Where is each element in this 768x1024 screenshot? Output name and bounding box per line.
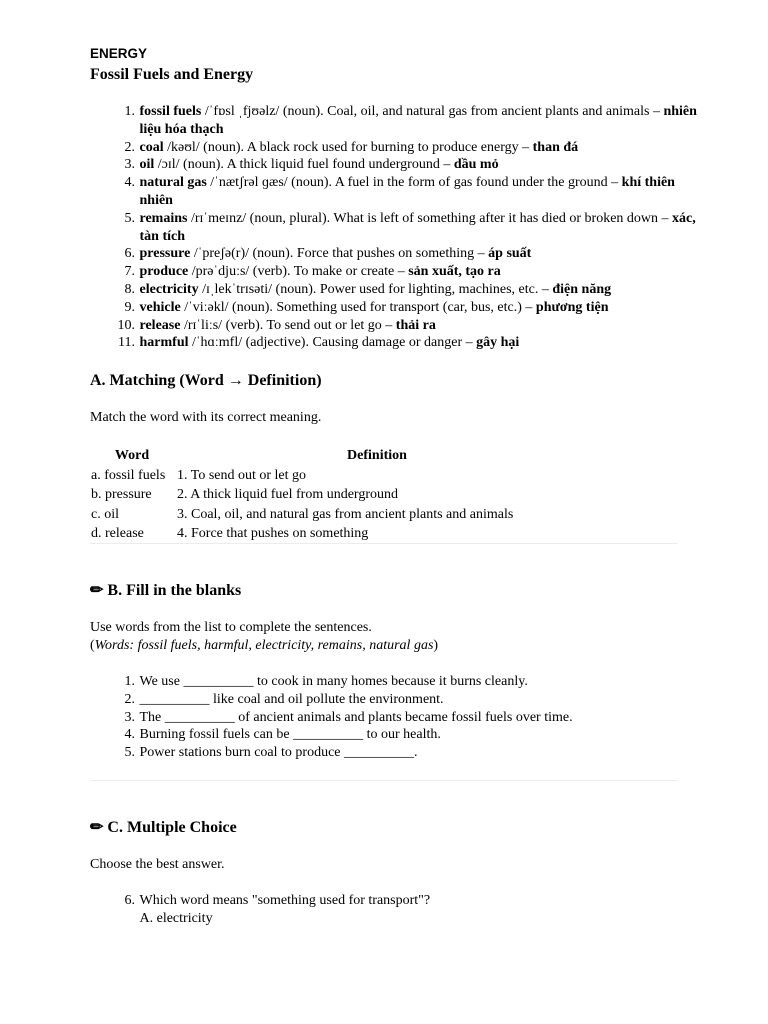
vocab-word: harmful bbox=[139, 335, 189, 351]
vocab-definition: /prəˈdjuːs/ (verb). To make or create – bbox=[191, 264, 409, 280]
vocab-word: release bbox=[139, 317, 181, 333]
table-row bbox=[89, 485, 579, 505]
section-b-title: ✏ B. Fill in the blanks bbox=[90, 582, 242, 599]
item-number: 5. bbox=[124, 745, 135, 761]
column-header-word: Word bbox=[114, 448, 150, 463]
document-title: Fossil Fuels and Energy bbox=[90, 66, 254, 83]
vocab-definition: /ˈviːəkl/ (noun). Something used for transport (car, bus, etc.) – bbox=[184, 299, 536, 315]
word-cell: b. pressure bbox=[91, 487, 152, 502]
section-c-instruction: Choose the best answer. bbox=[90, 857, 225, 872]
item-number: 5. bbox=[124, 210, 135, 226]
vocab-translation: áp suất bbox=[488, 246, 532, 262]
vocab-word: pressure bbox=[139, 246, 191, 262]
word-bank bbox=[90, 637, 438, 655]
item-number: 1. bbox=[124, 104, 135, 119]
item-number: 6. bbox=[124, 893, 135, 908]
item-number: 1. bbox=[124, 674, 135, 689]
vocab-translation: nhiên liệu hóa thạch bbox=[139, 104, 697, 137]
vocab-word: electricity bbox=[139, 281, 199, 297]
section-a-instruction: Match the word with its correct meaning. bbox=[90, 410, 322, 425]
column-header-definition: Definition bbox=[347, 448, 407, 463]
vocab-word: fossil fuels bbox=[139, 104, 202, 119]
list-item bbox=[90, 744, 700, 762]
sentence-text: Burning fossil fuels can be __________ to our health. bbox=[139, 727, 441, 743]
item-number: 3. bbox=[124, 157, 135, 173]
vocab-translation: khí thiên nhiên bbox=[139, 175, 675, 208]
vocab-translation: dầu mỏ bbox=[453, 157, 499, 173]
vocab-translation: điện năng bbox=[552, 281, 612, 297]
table-row bbox=[89, 505, 579, 525]
section-c-title: ✏ C. Multiple Choice bbox=[90, 819, 237, 836]
section-a-title: A. Matching (Word → Definition) bbox=[90, 372, 322, 389]
vocabulary-list bbox=[90, 103, 700, 352]
vocab-item bbox=[90, 156, 700, 174]
word-cell: d. release bbox=[91, 526, 144, 541]
document-header bbox=[90, 44, 253, 86]
vocab-item bbox=[90, 317, 700, 335]
item-number: 7. bbox=[124, 264, 135, 280]
vocab-definition: /kəʊl/ (noun). A black rock used for burning to produce energy – bbox=[167, 139, 533, 155]
word-bank-close: ) bbox=[433, 638, 439, 653]
section-b-instruction: Use words from the list to complete the sentences. bbox=[90, 620, 372, 635]
vocab-item bbox=[90, 334, 700, 352]
vocab-word: produce bbox=[139, 264, 189, 280]
vocab-definition: /ˈhɑːmfl/ (adjective). Causing damage or danger – bbox=[192, 335, 477, 351]
vocab-translation: sản xuất, tạo ra bbox=[408, 264, 501, 280]
vocab-word: natural gas bbox=[139, 175, 207, 191]
table-row bbox=[89, 524, 579, 544]
divider bbox=[90, 543, 678, 544]
vocab-definition: /ˈnætʃrəl ɡæs/ (noun). A fuel in the form of gas found under the ground – bbox=[210, 175, 622, 191]
vocab-definition: /rɪˈliːs/ (verb). To send out or let go – bbox=[183, 317, 396, 333]
vocab-word: remains bbox=[139, 210, 188, 226]
vocab-definition: /ˈpreʃə(r)/ (noun). Force that pushes on something – bbox=[193, 246, 489, 262]
vocab-translation: thải ra bbox=[395, 317, 436, 333]
vocab-translation: xác, tàn tích bbox=[139, 210, 696, 244]
item-number: 9. bbox=[124, 299, 135, 315]
word-bank-open: ( bbox=[90, 638, 95, 653]
definition-cell: 2. A thick liquid fuel from underground bbox=[177, 487, 398, 502]
item-number: 10. bbox=[117, 317, 135, 333]
list-item bbox=[90, 726, 700, 744]
sentence-text: __________ like coal and oil pollute the environment. bbox=[139, 691, 444, 707]
vocab-item bbox=[90, 103, 700, 139]
vocab-word: coal bbox=[139, 139, 164, 155]
divider bbox=[90, 780, 678, 781]
vocab-item bbox=[90, 281, 700, 299]
vocab-translation: than đá bbox=[532, 139, 579, 155]
vocab-definition: /ˈfɒsl ˌfjʊəlz/ (noun). Coal, oil, and natural gas from ancient plants and animals – bbox=[204, 104, 664, 119]
word-bank-list: Words: fossil fuels, harmful, electricity, remains, natural gas bbox=[94, 638, 434, 653]
question-text: Which word means "something used for transport"? bbox=[139, 893, 431, 908]
list-item bbox=[90, 673, 700, 691]
sentence-text: The __________ of ancient animals and plants became fossil fuels over time. bbox=[139, 709, 573, 725]
list-item bbox=[90, 892, 700, 928]
definition-cell: 1. To send out or let go bbox=[177, 467, 307, 483]
list-item bbox=[90, 691, 700, 709]
vocab-item bbox=[90, 174, 700, 210]
vocab-item bbox=[90, 210, 700, 246]
definition-cell: 4. Force that pushes on something bbox=[177, 526, 369, 541]
vocab-word: vehicle bbox=[139, 299, 181, 315]
word-cell: a. fossil fuels bbox=[91, 467, 166, 483]
item-number: 2. bbox=[124, 139, 135, 155]
vocab-item bbox=[90, 245, 700, 263]
topic-tag: ENERGY bbox=[90, 46, 148, 61]
item-number: 6. bbox=[124, 246, 135, 262]
table-row bbox=[89, 466, 579, 486]
vocab-item bbox=[90, 299, 700, 317]
vocab-item bbox=[90, 263, 700, 281]
vocab-definition: /ɔɪl/ (noun). A thick liquid fuel found underground – bbox=[157, 157, 454, 173]
multiple-choice-list bbox=[90, 892, 700, 928]
item-number: 11. bbox=[118, 335, 135, 351]
item-number: 4. bbox=[124, 175, 135, 191]
item-number: 2. bbox=[124, 691, 135, 707]
list-item bbox=[90, 709, 700, 727]
table-header-row bbox=[89, 446, 579, 466]
item-number: 3. bbox=[124, 709, 135, 725]
answer-option: A. electricity bbox=[139, 910, 213, 926]
vocab-word: oil bbox=[139, 157, 155, 173]
vocab-definition: /rɪˈmeɪnz/ (noun, plural). What is left of something after it has died or broken down – bbox=[190, 210, 673, 226]
word-cell: c. oil bbox=[91, 506, 119, 522]
fill-blanks-list bbox=[90, 673, 700, 762]
vocab-translation: gây hại bbox=[476, 335, 520, 351]
item-number: 4. bbox=[124, 727, 135, 743]
vocab-item bbox=[90, 139, 700, 157]
vocab-translation: phương tiện bbox=[535, 299, 609, 315]
item-number: 8. bbox=[124, 281, 135, 297]
sentence-text: We use __________ to cook in many homes because it burns cleanly. bbox=[139, 674, 528, 689]
sentence-text: Power stations burn coal to produce __________. bbox=[139, 745, 418, 761]
definition-cell: 3. Coal, oil, and natural gas from ancient plants and animals bbox=[177, 506, 514, 522]
vocab-definition: /ɪˌlekˈtrɪsəti/ (noun). Power used for lighting, machines, etc. – bbox=[202, 281, 553, 297]
matching-table bbox=[89, 446, 579, 544]
